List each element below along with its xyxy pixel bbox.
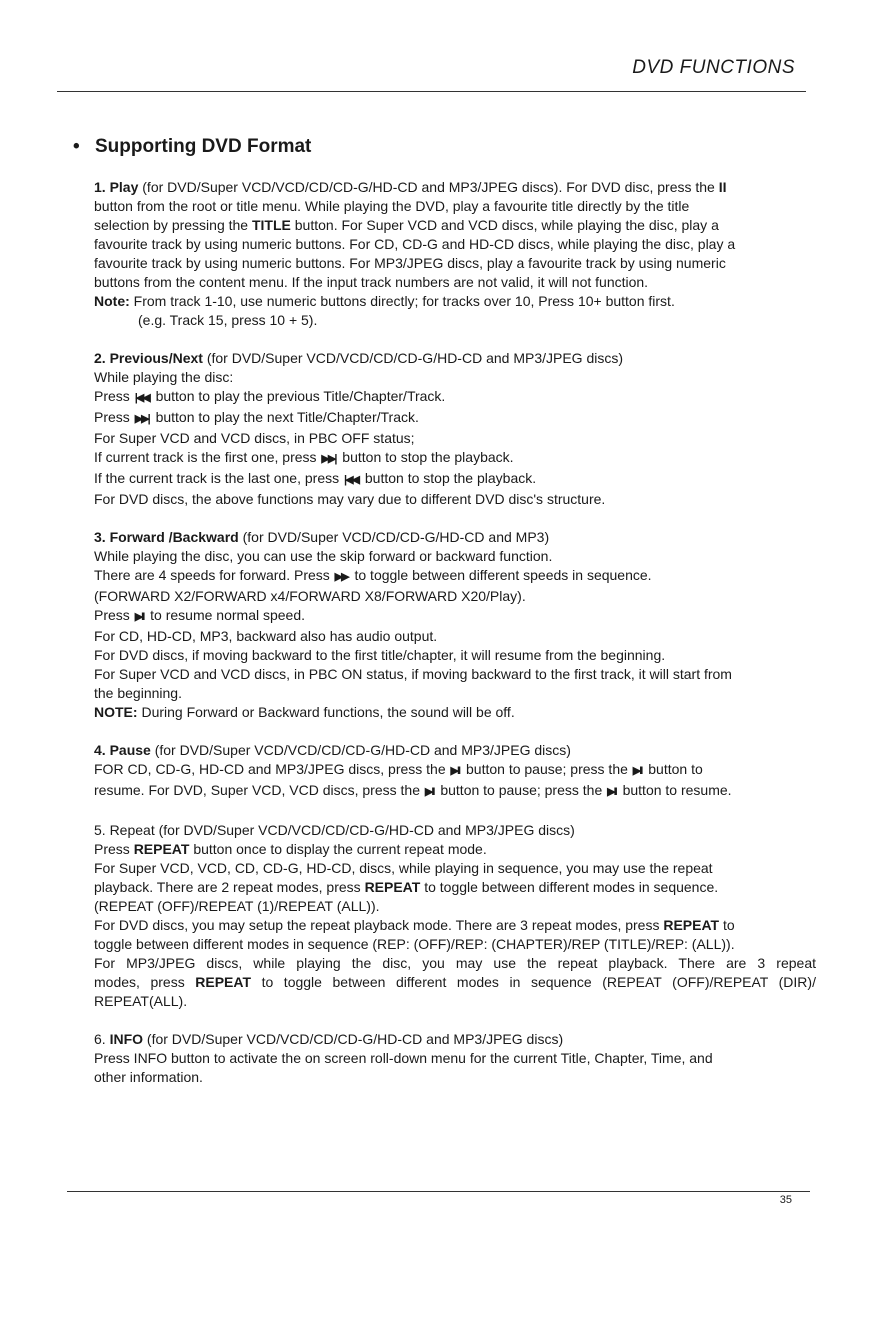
prevnext-line-5 [94, 448, 816, 469]
repeat-line-3 [94, 878, 816, 897]
text: During Forward or Backward functions, the sound will be off. [137, 704, 515, 720]
play-line-5: favourite track by using numeric buttons. For MP3/JPEG discs, play a favourite track by using numeric [94, 255, 726, 271]
play-line-2: button from the root or title menu. While playing the DVD, play a favourite title directly by the title [94, 198, 690, 214]
text: button to stop the playback. [361, 470, 537, 486]
prevnext-line-2 [94, 387, 816, 408]
repeat-key: REPEAT [663, 917, 720, 933]
forward-line-5: For CD, HD-CD, MP3, backward also has audio output. [94, 628, 438, 644]
play-heading: 1. Play [94, 179, 139, 195]
text: If the current track is the last one, press [94, 470, 343, 486]
text: button to stop the playback. [338, 449, 514, 465]
repeat-heading: 5. Repeat (for DVD/Super VCD/VCD/CD/CD-G/HD-CD and MP3/JPEG discs) [94, 822, 575, 838]
section-title [73, 136, 311, 158]
title-key: TITLE [251, 217, 291, 233]
prevnext-line-7: For DVD discs, the above functions may vary due to different DVD disc's structure. [94, 491, 606, 507]
repeat-key: REPEAT [133, 841, 190, 857]
fast-forward-icon: ▶▶ [334, 571, 348, 583]
text: (for DVD/Super VCD/VCD/CD/CD-G/HD-CD and MP3/JPEG discs) [202, 350, 624, 366]
text: If current track is the first one, press [94, 449, 321, 465]
info-key: INFO [109, 1031, 144, 1047]
text: to toggle between different speeds in sequence. [350, 567, 652, 583]
previous-icon: |◀◀ [344, 474, 358, 486]
forward-line-2 [94, 566, 816, 587]
play-line-6: buttons from the content menu. If the input track numbers are not valid, it will not function. [94, 274, 649, 290]
info-heading-line [94, 1030, 816, 1049]
repeat-line-5 [94, 916, 816, 935]
next-icon: ▶▶| [321, 453, 336, 465]
pause-line-2 [94, 781, 816, 802]
repeat-line-7: For MP3/JPEG discs, while playing the disc, you may use the repeat playback. There are 3 repeat [94, 955, 816, 971]
play-pause-icon: ▶II [450, 765, 460, 777]
next-icon: ▶▶| [134, 413, 149, 425]
text: button to [644, 761, 703, 777]
text: 6. [94, 1031, 110, 1047]
note-label: Note: [94, 293, 130, 309]
play-pause-icon: ▶II [424, 786, 434, 798]
text: Press [94, 607, 134, 623]
pause-line-1 [94, 760, 816, 781]
repeat-line-6: toggle between different modes in sequence (REP: (OFF)/REP: (CHAPTER)/REP (TITLE)/REP: (ALL)). [94, 936, 735, 952]
forward-line-1: While playing the disc, you can use the skip forward or backward function. [94, 548, 553, 564]
info-line-1: Press INFO button to activate the on screen roll-down menu for the current Title, Chapter, Time, and [94, 1050, 713, 1066]
text: to toggle between different modes in sequence. [420, 879, 719, 895]
text: There are 4 speeds for forward. Press [94, 567, 334, 583]
text: (for DVD/Super VCD/CD/CD-G/HD-CD and MP3) [238, 529, 550, 545]
bullet: • [73, 136, 80, 157]
prevnext-heading: 2. Previous/Next [94, 350, 203, 366]
play-line-3 [94, 216, 816, 235]
text: (for DVD/Super VCD/VCD/CD/CD-G/HD-CD and MP3/JPEG discs) [150, 742, 571, 758]
forward-line-8: the beginning. [94, 685, 182, 701]
prevnext-line-6 [94, 469, 816, 490]
header-divider [57, 91, 806, 92]
play-pause-icon: ▶II [134, 611, 144, 623]
repeat-line-9: REPEAT(ALL). [94, 993, 188, 1009]
repeat-line-8 [94, 973, 816, 992]
text: Press [94, 388, 134, 404]
play-line-1 [94, 178, 816, 197]
play-note [94, 292, 816, 311]
section-title-text: Supporting DVD Format [95, 136, 312, 157]
text: Press [94, 409, 134, 425]
text: button to play the next Title/Chapter/Track. [151, 409, 419, 425]
text: to toggle between different modes in sequence (REPEAT (OFF)/REPEAT (DIR)/ [251, 974, 816, 990]
text: FOR CD, CD-G, HD-CD and MP3/JPEG discs, press the [94, 761, 450, 777]
text: button. For Super VCD and VCD discs, while playing the disc, play a [290, 217, 719, 233]
page-number: 35 [779, 1194, 792, 1206]
repeat-key: REPEAT [195, 974, 252, 990]
forward-note [94, 703, 816, 722]
text: resume. For DVD, Super VCD, VCD discs, press the [94, 782, 424, 798]
forward-heading: 3. Forward /Backward [94, 529, 239, 545]
repeat-line-2: For Super VCD, VCD, CD, CD-G, HD-CD, discs, while playing in sequence, you may use the repeat [94, 860, 713, 876]
repeat-line-4: (REPEAT (OFF)/REPEAT (1)/REPEAT (ALL)). [94, 898, 380, 914]
text: From track 1-10, use numeric buttons directly; for tracks over 10, Press 10+ button first. [129, 293, 675, 309]
forward-line-6: For DVD discs, if moving backward to the first title/chapter, it will resume from the beginning. [94, 647, 666, 663]
forward-line-7: For Super VCD and VCD discs, in PBC ON status, if moving backward to the first track, it will start from [94, 666, 732, 682]
note-label: NOTE: [94, 704, 138, 720]
play-pause-icon: ▶II [607, 786, 616, 798]
forward-line-3: (FORWARD X2/FORWARD x4/FORWARD X8/FORWARD X20/Play). [94, 588, 526, 604]
forward-line-4 [94, 606, 816, 627]
play-note-example: (e.g. Track 15, press 10 + 5). [138, 312, 318, 328]
previous-icon: |◀◀ [134, 392, 149, 404]
text: selection by pressing the [94, 217, 252, 233]
play-pause-icon: ▶II [632, 765, 642, 777]
prevnext-line-4: For Super VCD and VCD discs, in PBC OFF status; [94, 430, 415, 446]
text: button to resume. [618, 782, 732, 798]
prevnext-line-3 [94, 408, 816, 429]
footer-divider [67, 1191, 810, 1192]
page-header-title: DVD FUNCTIONS [632, 57, 795, 78]
text: (for DVD/Super VCD/VCD/CD/CD-G/HD-CD and MP3/JPEG discs) [143, 1031, 564, 1047]
play-line-4: favourite track by using numeric buttons. For CD, CD-G and HD-CD discs, while playing the disc, play a [94, 236, 736, 252]
text: button to play the previous Title/Chapter/Track. [151, 388, 446, 404]
pause-key: II [718, 179, 727, 195]
text: button to pause; press the [436, 782, 607, 798]
prevnext-heading-line [94, 349, 816, 368]
text: to resume normal speed. [146, 607, 306, 623]
text: playback. There are 2 repeat modes, press [94, 879, 365, 895]
text: Press [94, 841, 134, 857]
repeat-key: REPEAT [364, 879, 421, 895]
text: For DVD discs, you may setup the repeat playback mode. There are 3 repeat modes, press [94, 917, 664, 933]
text: (for DVD/Super VCD/VCD/CD/CD-G/HD-CD and MP3/JPEG discs). For DVD disc, press the [138, 179, 719, 195]
pause-heading-line [94, 741, 816, 760]
prevnext-line-1: While playing the disc: [94, 369, 234, 385]
repeat-line-1 [94, 840, 816, 859]
info-line-2: other information. [94, 1069, 203, 1085]
forward-heading-line [94, 528, 816, 547]
text: button to pause; press the [462, 761, 632, 777]
text: to [719, 917, 735, 933]
content [94, 178, 816, 1087]
text: button once to display the current repeat mode. [189, 841, 487, 857]
text: modes, press [94, 974, 196, 990]
pause-heading: 4. Pause [94, 742, 151, 758]
